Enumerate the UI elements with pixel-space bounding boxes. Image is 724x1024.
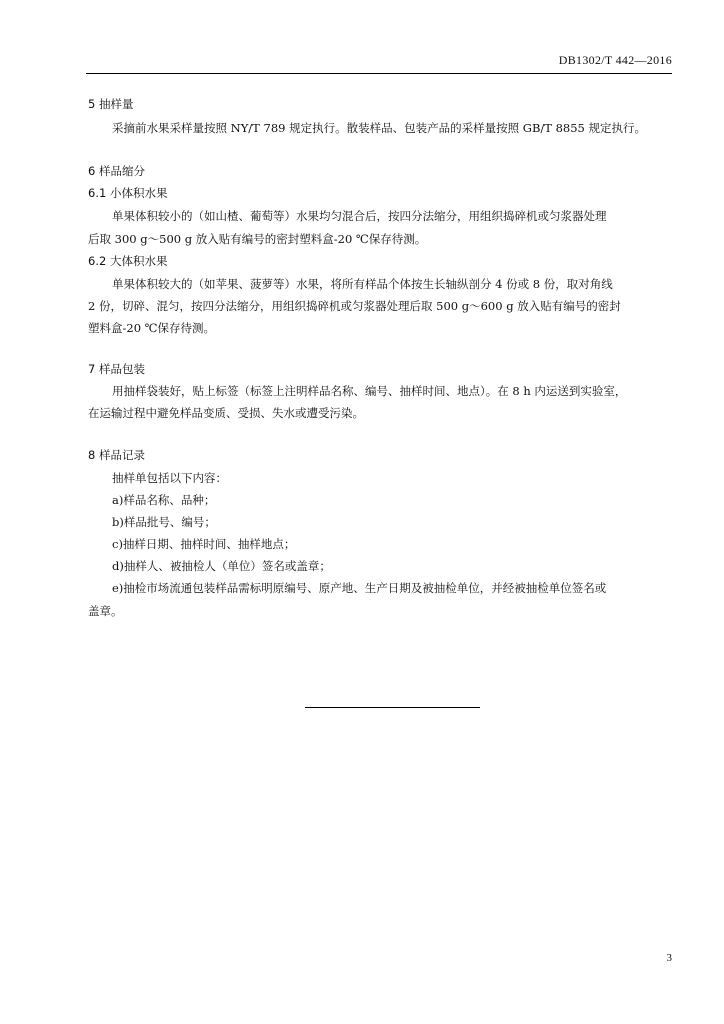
section-5-heading: 5 抽样量 [88,97,134,111]
section-7-heading: 7 样品包装 [88,362,145,376]
section-8-intro: 抽样单包括以下内容： [112,471,227,485]
section-8-heading: 8 样品记录 [88,448,145,462]
section-7-line-1: 用抽样袋装好，贴上标签（标签上注明样品名称、编号、抽样时间、地点）。在 8 h 内运送到实验室， [112,384,627,398]
list-item: e)抽检市场流通包装样品需标明原编号、原产地、生产日期及被抽检单位，并经被抽检单位签名或 [112,581,607,595]
page-number: 3 [666,952,672,964]
end-of-text-rule [305,707,480,708]
section-6-heading: 6 样品缩分 [88,164,145,178]
section-6-2-line-2: 2 份，切碎、混匀，按四分法缩分，用组织捣碎机或匀浆器处理后取 500 g～600 g 放入贴有编号的密封 [88,299,621,313]
list-item: d)抽样人、被抽检人（单位）签名或盖章； [112,559,331,573]
section-6-1-heading: 6.1 小体积水果 [88,186,168,200]
header-divider [86,73,672,74]
list-item: b)样品批号、编号； [112,515,216,529]
section-6-2-line-3: 塑料盒-20 ℃保存待测。 [88,321,216,335]
section-6-2-heading: 6.2 大体积水果 [88,254,168,268]
document-code: DB1302/T 442—2016 [558,53,672,67]
section-6-1-line-1: 单果体积较小的（如山楂、葡萄等）水果均匀混合后，按四分法缩分，用组织捣碎机或匀浆器处理 [112,209,607,223]
list-item-continuation: 盖章。 [88,604,123,618]
section-6-1-line-2: 后取 300 g～500 g 放入贴有编号的密封塑料盒-20 ℃保存待测。 [88,232,427,246]
list-item: c)抽样日期、抽样时间、抽样地点； [112,537,296,551]
section-5-paragraph: 采摘前水果采样量按照 NY/T 789 规定执行。散装样品、包装产品的采样量按照 GB/T 8855 规定执行。 [112,121,647,135]
section-6-2-line-1: 单果体积较大的（如苹果、菠萝等）水果，将所有样品个体按生长轴纵剖分 4 份或 8 份，取对角线 [112,277,613,291]
list-item: a)样品名称、品种； [112,493,216,507]
section-7-line-2: 在运输过程中避免样品变质、受损、失水或遭受污染。 [88,406,364,420]
